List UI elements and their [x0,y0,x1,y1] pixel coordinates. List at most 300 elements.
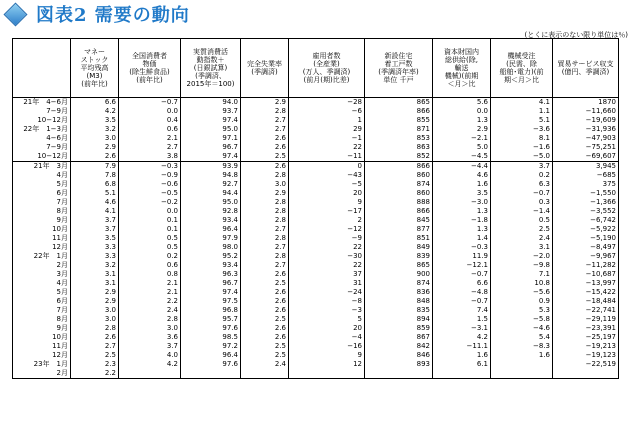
value-cell: 2.6 [241,306,289,315]
value-cell: 2.5 [491,225,553,234]
value-cell: 9 [289,198,365,207]
value-cell: 1.6 [433,351,491,360]
value-cell: 853 [365,134,433,143]
value-cell: 6.1 [433,360,491,369]
column-header: 機械受注 (民需、除 船舶･電力)(前 期＜月＞比 [491,39,553,98]
value-cell: 877 [365,225,433,234]
value-cell [289,369,365,379]
value-cell: 5.0 [433,143,491,152]
value-cell: 867 [365,333,433,342]
value-cell: 0.8 [119,270,181,279]
period-cell: 23年 1月 [13,360,71,369]
table-row [13,342,619,351]
period-cell: 21年 4−6月 [13,98,71,108]
value-cell: 849 [365,243,433,252]
column-header: 貿易サービス収支 (億円、季調済) [553,39,619,98]
value-cell: 93.4 [181,261,241,270]
value-cell: −0.9 [119,171,181,180]
value-cell: 37 [289,270,365,279]
value-cell: 97.6 [181,324,241,333]
value-cell: 893 [365,360,433,369]
title-bar [2,2,190,26]
value-cell: 0.0 [119,207,181,216]
value-cell: −24 [289,288,365,297]
value-cell: −12 [289,225,365,234]
value-cell: 7.9 [71,162,119,172]
period-cell: 10月 [13,333,71,342]
value-cell: 1 [289,116,365,125]
value-cell: 1.1 [491,107,553,116]
value-cell: 0.3 [491,198,553,207]
value-cell: −3.1 [433,324,491,333]
table-row [13,324,619,333]
value-cell: −0.3 [433,243,491,252]
value-cell: 874 [365,180,433,189]
value-cell: 96.3 [181,270,241,279]
value-cell: 2.1 [119,134,181,143]
value-cell: −1.6 [491,143,553,152]
value-cell: 2 [289,216,365,225]
value-cell: 2.5 [241,351,289,360]
column-header: 全国消費者 物価 (除生鮮食品) (前年比) [119,39,181,98]
value-cell: 848 [365,297,433,306]
value-cell: 3.5 [433,189,491,198]
value-cell: 2.7 [241,243,289,252]
value-cell: 95.0 [181,125,241,134]
value-cell: 0.5 [119,234,181,243]
value-cell: −69,607 [553,152,619,162]
value-cell: 98.0 [181,243,241,252]
value-cell: 863 [365,143,433,152]
value-cell: −17 [289,207,365,216]
value-cell: −15,422 [553,288,619,297]
value-cell: 2.4 [241,360,289,369]
period-cell: 8月 [13,315,71,324]
value-cell: 97.5 [181,297,241,306]
value-cell: 2.6 [241,162,289,172]
table-row [13,189,619,198]
value-cell: −31,936 [553,125,619,134]
value-cell: 6.3 [491,180,553,189]
column-header: 雇用者数 (全産業) (万人、季調済) (前月(期)比差) [289,39,365,98]
value-cell: 874 [365,279,433,288]
value-cell: 2.9 [71,288,119,297]
value-cell: 2.8 [71,324,119,333]
value-cell: 0.1 [119,225,181,234]
value-cell: 2.8 [241,107,289,116]
value-cell: 2.5 [241,152,289,162]
value-cell: 836 [365,288,433,297]
value-cell: −23,391 [553,324,619,333]
value-cell: 97.4 [181,152,241,162]
value-cell: 5.1 [71,189,119,198]
value-cell: −12.1 [433,261,491,270]
value-cell: −1,550 [553,189,619,198]
value-cell: 31 [289,279,365,288]
value-cell: 95.7 [181,315,241,324]
value-cell: −0.7 [119,98,181,108]
value-cell: 859 [365,324,433,333]
value-cell: 3.1 [71,279,119,288]
table-row [13,125,619,134]
value-cell: 7.1 [491,270,553,279]
value-cell: −5.6 [491,288,553,297]
value-cell: −19,609 [553,116,619,125]
value-cell: 3.7 [491,162,553,172]
value-cell [241,369,289,379]
value-cell: −4.4 [433,162,491,172]
value-cell: 888 [365,198,433,207]
value-cell: 3.1 [71,270,119,279]
value-cell: 2.8 [119,315,181,324]
value-cell: 94.4 [181,189,241,198]
value-cell: 5 [289,315,365,324]
column-header: マネー ストック 平均残高 (M3) (前年比) [71,39,119,98]
value-cell: 3.1 [491,243,553,252]
value-cell: 97.9 [181,234,241,243]
period-cell: 5月 [13,288,71,297]
value-cell: 2.6 [241,288,289,297]
value-cell: 2.3 [71,360,119,369]
value-cell: 865 [365,261,433,270]
value-cell [365,369,433,379]
value-cell [553,369,619,379]
table-row [13,134,619,143]
value-cell: 22 [289,143,365,152]
column-header: 資本財国内 総供給(除, 輸送 機械)(前期 ＜月＞比 [433,39,491,98]
value-cell: 4.0 [119,351,181,360]
value-cell: 860 [365,189,433,198]
value-cell: 3,945 [553,162,619,172]
value-cell: −9 [289,234,365,243]
value-cell: 7.4 [433,306,491,315]
value-cell: 3.5 [71,116,119,125]
value-cell: 3.7 [71,225,119,234]
period-cell: 6月 [13,189,71,198]
value-cell: −4.6 [491,324,553,333]
table-row [13,152,619,162]
value-cell: 2.1 [119,279,181,288]
value-cell: 94.0 [181,98,241,108]
table-row [13,243,619,252]
value-cell: 0.1 [119,216,181,225]
value-cell: 6.6 [433,279,491,288]
value-cell: −5,922 [553,225,619,234]
value-cell: 3.7 [119,342,181,351]
value-cell: 3.0 [71,315,119,324]
table-row [13,351,619,360]
value-cell: 7.8 [71,171,119,180]
value-cell: 97.2 [181,342,241,351]
value-cell: −3 [289,306,365,315]
table-row [13,279,619,288]
value-cell: 95.2 [181,252,241,261]
value-cell: 894 [365,315,433,324]
value-cell: 2.4 [491,234,553,243]
value-cell: −1,366 [553,198,619,207]
value-cell: −25,197 [553,333,619,342]
value-cell: −685 [553,171,619,180]
value-cell: −1.4 [491,207,553,216]
value-cell: 2.6 [241,134,289,143]
value-cell: −6,742 [553,216,619,225]
value-cell: −0.7 [491,189,553,198]
value-cell: 2.2 [71,369,119,379]
value-cell: 3.0 [71,134,119,143]
value-cell: 2.8 [241,252,289,261]
value-cell: 6.6 [71,98,119,108]
value-cell: 2.5 [241,342,289,351]
value-cell: 2.9 [241,189,289,198]
value-cell: 2.8 [241,234,289,243]
value-cell: 839 [365,252,433,261]
value-cell: 865 [365,98,433,108]
table-row [13,252,619,261]
value-cell: 3.3 [71,243,119,252]
value-cell: 12 [289,360,365,369]
value-cell: −4 [289,333,365,342]
period-cell: 8月 [13,207,71,216]
value-cell: 0.0 [119,107,181,116]
value-cell: 2.4 [119,306,181,315]
value-cell: 4.6 [433,171,491,180]
value-cell: −11,282 [553,261,619,270]
unit-note: (とくに表示のない限り単位は％) [524,31,628,39]
table-row [13,270,619,279]
value-cell: 866 [365,207,433,216]
value-cell: 2.6 [241,324,289,333]
header-row [13,39,619,98]
value-cell: −9,967 [553,252,619,261]
value-cell: 97.1 [181,134,241,143]
value-cell: 3.2 [71,261,119,270]
value-cell: 375 [553,180,619,189]
value-cell: 4.1 [491,98,553,108]
value-cell: −3,552 [553,207,619,216]
value-cell: 6.8 [71,180,119,189]
value-cell: 20 [289,324,365,333]
value-cell: 3.7 [71,216,119,225]
value-cell: 835 [365,306,433,315]
value-cell: 96.7 [181,279,241,288]
value-cell: 1.3 [433,225,491,234]
column-header: 完全失業率 (季調済) [241,39,289,98]
period-cell: 12月 [13,351,71,360]
value-cell: −18,484 [553,297,619,306]
value-cell: 4.6 [71,198,119,207]
column-header: 実質消費活 動指数＋ (日銀試算) (季調済、 2015年＝100) [181,39,241,98]
table-row [13,315,619,324]
table-row [13,288,619,297]
table-row [13,171,619,180]
value-cell: 1.6 [491,351,553,360]
value-cell: 98.5 [181,333,241,342]
table-row [13,261,619,270]
value-cell: 4.1 [71,207,119,216]
value-cell: −30 [289,252,365,261]
value-cell: −0.3 [119,162,181,172]
period-cell: 2月 [13,369,71,379]
value-cell: −19,213 [553,342,619,351]
value-cell: 1.4 [433,234,491,243]
value-cell: 0.2 [491,171,553,180]
value-cell: 2.9 [71,297,119,306]
value-cell: 2.6 [241,297,289,306]
table-row [13,360,619,369]
period-cell: 9月 [13,324,71,333]
value-cell: −28 [289,98,365,108]
value-cell: 2.9 [71,143,119,152]
value-cell: 1.5 [433,315,491,324]
value-cell: 0.5 [491,216,553,225]
value-cell: 846 [365,351,433,360]
value-cell: −0.7 [433,270,491,279]
value-cell: 92.8 [181,207,241,216]
value-cell: −8,497 [553,243,619,252]
value-cell: 5.3 [491,306,553,315]
value-cell: 3.6 [119,333,181,342]
value-cell: 2.6 [71,333,119,342]
value-cell: 2.7 [241,261,289,270]
value-cell: 20 [289,189,365,198]
period-cell: 21年 3月 [13,162,71,172]
value-cell: 9 [289,351,365,360]
value-cell: −47,903 [553,134,619,143]
period-cell: 11月 [13,342,71,351]
value-cell: 3.0 [71,306,119,315]
table-row [13,143,619,152]
value-cell: 2.8 [241,171,289,180]
value-cell: 0.5 [119,243,181,252]
period-cell: 11月 [13,234,71,243]
value-cell: 2.5 [241,315,289,324]
value-cell: 0 [289,162,365,172]
value-cell: −10,687 [553,270,619,279]
period-cell: 7月 [13,198,71,207]
value-cell: 842 [365,342,433,351]
value-cell: −2.0 [491,252,553,261]
value-cell: 2.8 [241,207,289,216]
value-cell: 845 [365,216,433,225]
value-cell: 2.7 [119,143,181,152]
value-cell: 855 [365,116,433,125]
value-cell: 1.3 [433,116,491,125]
value-cell: 11.9 [433,252,491,261]
value-cell: −11 [289,152,365,162]
value-cell: 4.2 [119,360,181,369]
value-cell: 22 [289,243,365,252]
value-cell: 2.7 [241,125,289,134]
value-cell: 93.9 [181,162,241,172]
table-row [13,98,619,108]
column-header [13,39,71,98]
value-cell: 2.8 [241,198,289,207]
column-header: 新設住宅 着工戸数 (季調済年率) 単位 千戸 [365,39,433,98]
value-cell: 3.5 [71,234,119,243]
period-cell: 6月 [13,297,71,306]
value-cell: 2.9 [241,98,289,108]
value-cell: 5.6 [433,98,491,108]
value-cell [433,369,491,379]
value-cell: 22 [289,261,365,270]
value-cell: −13,997 [553,279,619,288]
period-cell: 7−9月 [13,107,71,116]
value-cell: 1.6 [433,180,491,189]
table-row [13,207,619,216]
period-cell: 5月 [13,180,71,189]
value-cell: 96.8 [181,306,241,315]
value-cell: 3.0 [119,324,181,333]
value-cell: 900 [365,270,433,279]
value-cell: 3.3 [71,252,119,261]
value-cell: 95.0 [181,198,241,207]
value-cell: −5,190 [553,234,619,243]
value-cell: 97.6 [181,360,241,369]
value-cell: 2.6 [241,143,289,152]
value-cell: 10.8 [491,279,553,288]
value-cell: −11.1 [433,342,491,351]
value-cell: −43 [289,171,365,180]
period-cell: 10月 [13,225,71,234]
value-cell: 2.1 [119,288,181,297]
value-cell: −22,741 [553,306,619,315]
value-cell: 2.7 [241,116,289,125]
value-cell: 851 [365,234,433,243]
value-cell [491,360,553,369]
value-cell: 2.8 [241,216,289,225]
value-cell: 2.5 [71,351,119,360]
value-cell: 3.0 [241,180,289,189]
value-cell: 0.0 [433,107,491,116]
demand-table [12,38,619,379]
value-cell: 2.6 [241,333,289,342]
table-row [13,116,619,125]
value-cell: 5.1 [491,116,553,125]
value-cell: 2.6 [241,270,289,279]
value-cell: 96.4 [181,225,241,234]
period-cell: 9月 [13,216,71,225]
value-cell: 0.6 [119,125,181,134]
value-cell: 2.7 [71,342,119,351]
value-cell: 2.2 [119,297,181,306]
value-cell: −3.0 [433,198,491,207]
period-cell: 4月 [13,279,71,288]
value-cell: −0.6 [119,180,181,189]
period-cell: 10−12月 [13,116,71,125]
period-cell: 22年 1月 [13,252,71,261]
value-cell: −1 [289,134,365,143]
table-body [13,98,619,379]
value-cell: 94.8 [181,171,241,180]
value-cell: −5 [289,180,365,189]
value-cell: 93.7 [181,107,241,116]
value-cell: 97.4 [181,288,241,297]
value-cell: 871 [365,125,433,134]
value-cell: −0.7 [433,297,491,306]
value-cell: −5.0 [491,152,553,162]
table-row [13,198,619,207]
value-cell: 92.7 [181,180,241,189]
value-cell: −6 [289,107,365,116]
value-cell: −75,251 [553,143,619,152]
value-cell: −4.5 [433,152,491,162]
value-cell: 1870 [553,98,619,108]
value-cell: 97.4 [181,116,241,125]
value-cell: 0.4 [119,116,181,125]
value-cell: 8.1 [491,134,553,143]
value-cell: 2.6 [71,152,119,162]
value-cell: 0.2 [119,252,181,261]
